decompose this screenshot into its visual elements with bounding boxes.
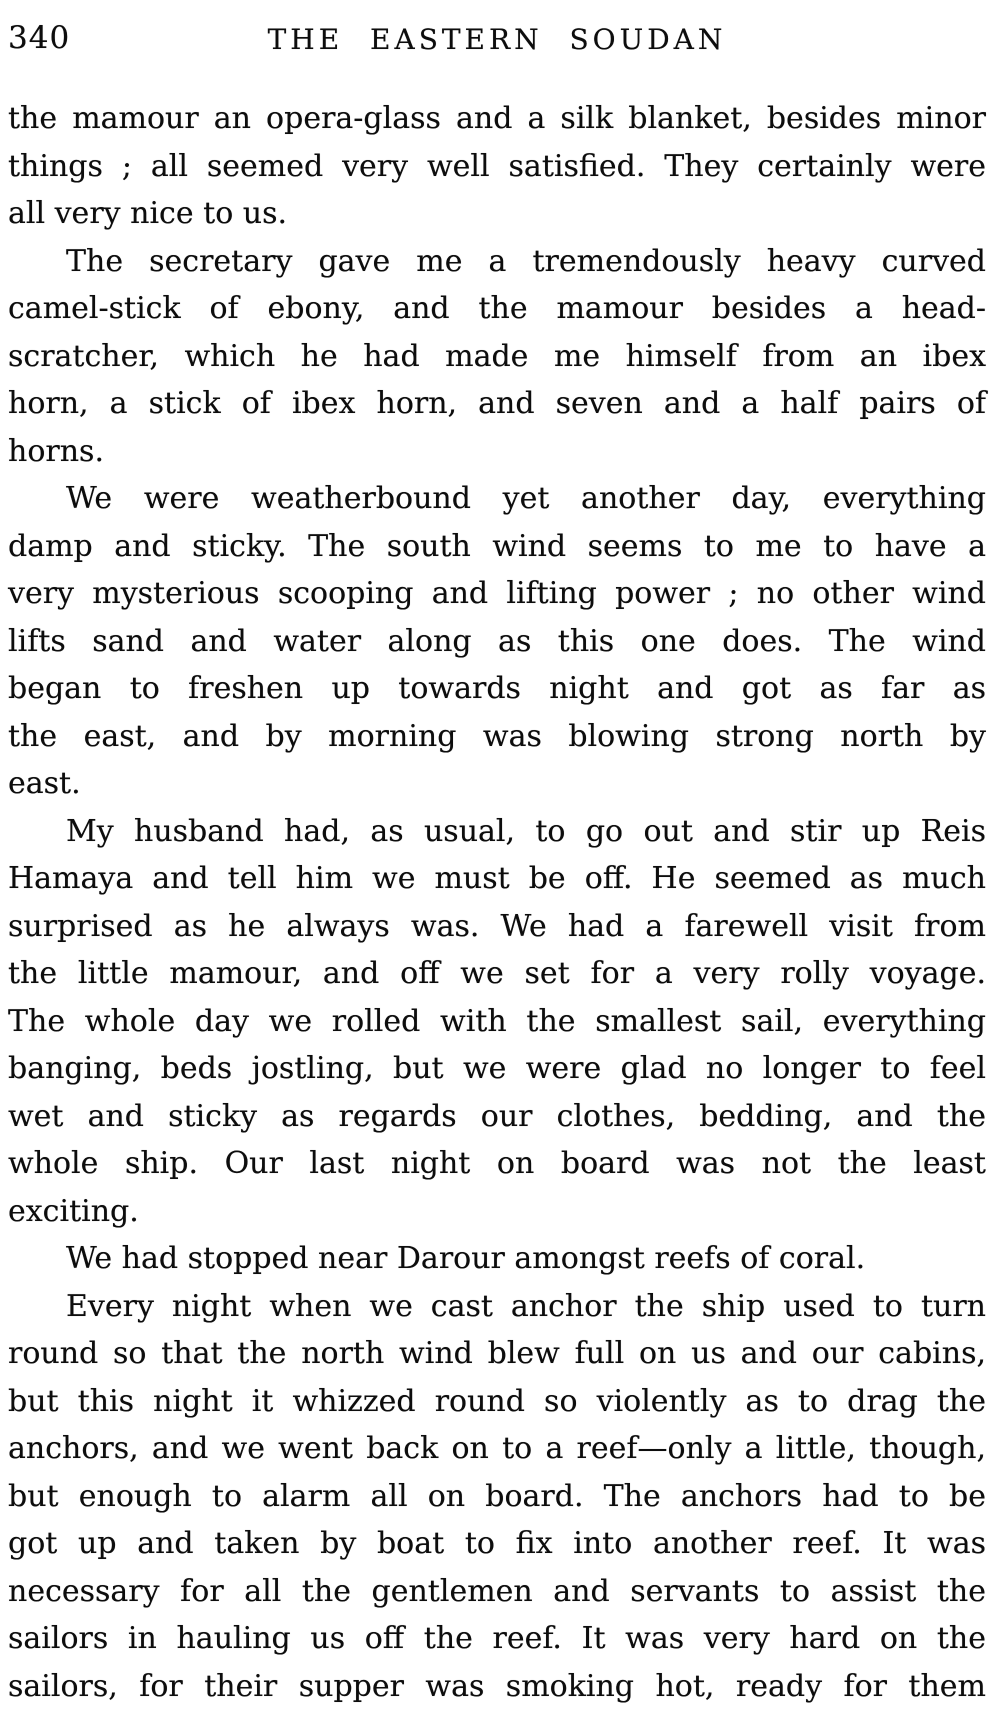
text-line: sailors in hauling us off the reef. It was very hard on the [8, 1621, 986, 1656]
text-line: the mamour an opera-glass and a silk blanket, besides minor [8, 101, 986, 136]
text-line: camel-stick of ebony, and the mamour besides a head- [8, 291, 986, 326]
text-line: exciting. [8, 1193, 139, 1229]
text-line: The secretary gave me a tremendously heavy curved [66, 243, 986, 279]
text-line: necessary for all the gentlemen and servants to assist the [8, 1573, 986, 1609]
paragraph [8, 238, 986, 476]
text-line: We had stopped near Darour amongst reefs of coral. [66, 1241, 866, 1276]
text-line: damp and sticky. The south wind seems to me to have a [8, 528, 986, 564]
text-line: anchors, and we went back on to a reef—only a little, though, [8, 1431, 986, 1466]
text-line: whole ship. Our last night on board was not the least [8, 1146, 986, 1181]
text-line: but this night it whizzed round so violently as to drag the [8, 1383, 986, 1419]
text-line: surprised as he always was. We had a farewell visit from [8, 908, 986, 944]
text-line: things ; all seemed very well satisfied. They certainly were [8, 148, 986, 184]
text-line: round so that the north wind blew full on us and our cabins, [8, 1336, 986, 1371]
text-line: Hamaya and tell him we must be off. He seemed as much [8, 861, 986, 896]
text-line: the east, and by morning was blowing strong north by [8, 718, 986, 754]
paragraph [8, 95, 986, 238]
text-line: began to freshen up towards night and got as far as [8, 671, 986, 706]
text-line: The whole day we rolled with the smallest sail, everything [8, 1003, 986, 1039]
paragraph [8, 475, 986, 808]
text-line: scratcher, which he had made me himself from an ibex [8, 338, 986, 374]
running-title: THE EASTERN SOUDAN [267, 23, 727, 56]
text-line: the little mamour, and off we set for a very rolly voyage. [8, 956, 986, 991]
text-line: lifts sand and water along as this one does. The wind [8, 623, 986, 659]
running-header [8, 20, 986, 58]
text-line: My husband had, as usual, to go out and stir up Reis [66, 813, 986, 849]
text-line: We were weatherbound yet another day, everything [66, 481, 986, 516]
text-line: but enough to alarm all on board. The anchors had to be [8, 1478, 986, 1514]
text-line: got up and taken by boat to fix into another reef. It was [8, 1526, 986, 1561]
text-line: Every night when we cast anchor the ship used to turn [66, 1288, 986, 1324]
text-line: all very nice to us. [8, 196, 288, 231]
text-line: wet and sticky as regards our clothes, bedding, and the [8, 1098, 986, 1134]
page-body [8, 95, 986, 1710]
text-line: sailors, for their supper was smoking hot, ready for them [8, 1668, 986, 1704]
page-number: 340 [8, 20, 71, 56]
paragraph [8, 1283, 986, 1711]
paragraph [8, 1235, 986, 1283]
text-line: banging, beds jostling, but we were glad no longer to feel [8, 1051, 986, 1086]
text-line: horns. [8, 433, 104, 469]
text-line: east. [8, 766, 81, 801]
text-line: very mysterious scooping and lifting power ; no other wind [8, 576, 986, 611]
paragraph [8, 808, 986, 1236]
text-line: horn, a stick of ibex horn, and seven and a half pairs of [8, 386, 986, 421]
